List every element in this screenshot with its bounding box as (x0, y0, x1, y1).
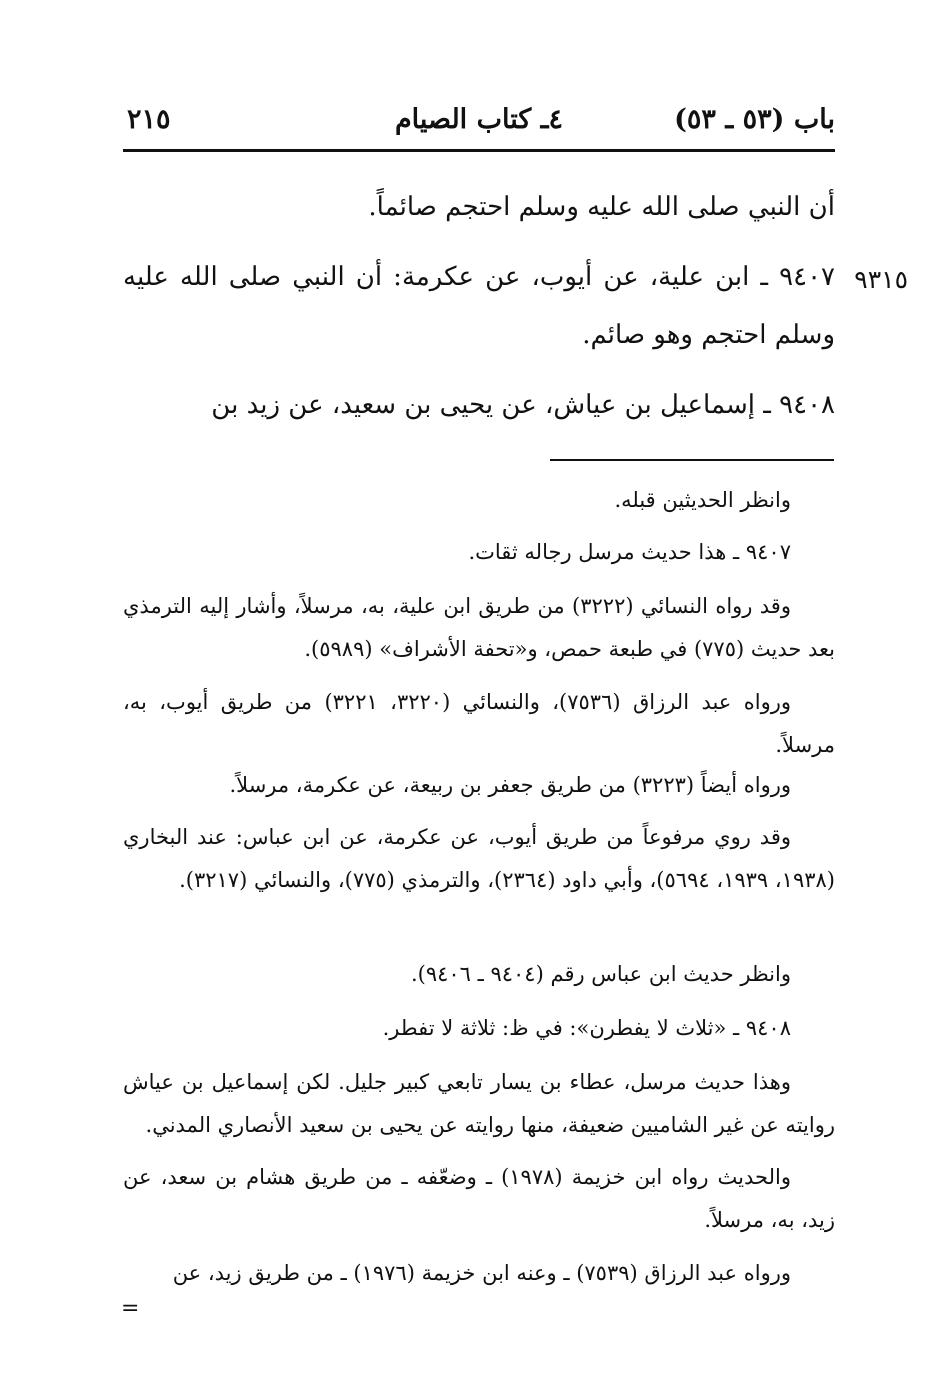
margin-hadith-number: ٩٣١٥ (854, 265, 908, 294)
footnote-paragraph: ٩٤٠٧ ـ هذا حديث مرسل رجاله ثقات. (468, 540, 791, 564)
footnote-paragraph: ورواه أيضاً (٣٢٢٣) من طريق جعفر بن ربيعة، عن عكرمة، مرسلاً. (229, 773, 791, 797)
header-rule (123, 149, 835, 152)
footnote-paragraph: ورواه عبد الرزاق (٧٥٣٩) ـ وعنه ابن خزيمة (١٩٧٦) ـ من طريق زيد، عن (172, 1261, 791, 1285)
footnote-paragraph: والحديث رواه ابن خزيمة (١٩٧٨) ـ وضعّفه ـ من طريق هشام بن سعد، عن زيد، به، مرسلاً. (123, 1165, 835, 1232)
footnote-paragraph: وهذا حديث مرسل، عطاء بن يسار تابعي كبير جليل. لكن إسماعيل بن عياش روايته عن غير الشاميين ضعيفة، منها روايته عن يحيى بن سعيد الأنصاري المدني. (123, 1070, 835, 1137)
footnote-paragraph: ٩٤٠٨ ـ «ثلاث لا يفطرن»: في ظ: ثلاثة لا تفطر. (382, 1016, 791, 1040)
page-number: ٢١٥ (127, 104, 171, 135)
hadith-entry: ٩٤٠٨ ـ إسماعيل بن عياش، عن يحيى بن سعيد، عن زيد بن (211, 390, 835, 420)
main-text-line: أن النبي صلى الله عليه وسلم احتجم صائماً. (368, 192, 835, 222)
hadith-entry: ٩٤٠٧ ـ ابن علية، عن أيوب، عن عكرمة: أن النبي صلى الله عليه وسلم احتجم وهو صائم. (123, 262, 835, 350)
footnote-paragraph: ورواه عبد الرزاق (٧٥٣٦)، والنسائي (٣٢٢٠، ٣٢٢١) من طريق أيوب، به، مرسلاً. (123, 690, 835, 757)
footnote-paragraph: وانظر حديث ابن عباس رقم (٩٤٠٤ ـ ٩٤٠٦). (410, 962, 791, 986)
running-header (123, 104, 835, 144)
footnote-paragraph: وانظر الحديثين قبله. (614, 488, 791, 512)
continuation-mark: = (121, 1296, 140, 1321)
footnote-paragraph: وقد روي مرفوعاً من طريق أيوب، عن عكرمة، عن ابن عباس: عند البخاري (١٩٣٨، ١٩٣٩، ٥٦٩٤)، وأبي داود (٢٣٦٤)، والترمذي (٧٧٥)، والنسائي (٣٢١٧). (123, 825, 835, 892)
chapter-heading: باب (٥٣ ـ ٥٣) (674, 104, 835, 135)
book-title: ٤ـ كتاب الصيام (394, 104, 564, 135)
footnote-rule (550, 459, 834, 461)
footnote-paragraph: وقد رواه النسائي (٣٢٢٢) من طريق ابن علية، به، مرسلاً، وأشار إليه الترمذي بعد حديث (٧٧٥) في طبعة حمص، و«تحفة الأشراف» (٥٩٨٩). (123, 594, 835, 661)
